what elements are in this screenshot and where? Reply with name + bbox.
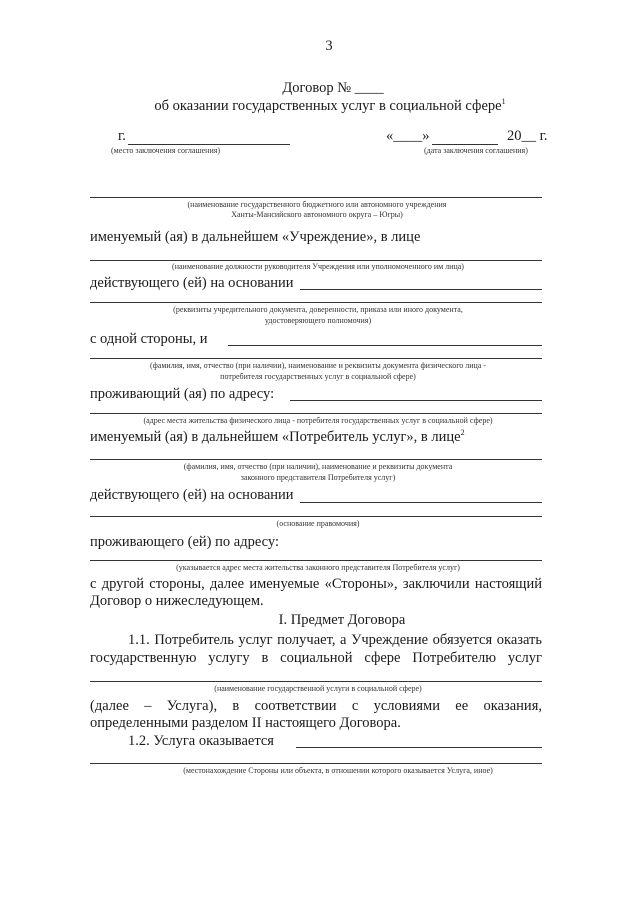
consumer-named-as <box>90 428 465 446</box>
institution-caption-2: Ханты-Мансийского автономного округа – Югры) <box>231 210 403 219</box>
representative-acting-basis: действующего (ей) на основании <box>90 487 294 503</box>
institution-caption-1: (наименование государственного бюджетного или автономного учреждения <box>187 200 447 209</box>
representative-caption-2: законного представителя Потребителя услуг) <box>240 473 396 482</box>
institution-field-line <box>90 197 542 198</box>
clause-1-2: 1.2. Услуга оказывается <box>128 733 274 749</box>
service-name-line <box>90 681 542 682</box>
parties-line-2: Договор о нижеследующем. <box>90 593 264 609</box>
head-field-line <box>90 260 542 261</box>
representative-basis-line-1 <box>300 502 542 503</box>
location-line-2 <box>90 763 542 764</box>
representative-basis-caption: (основание правомочия) <box>276 519 360 528</box>
date-month-line <box>432 144 498 145</box>
consumer-address-caption: (адрес места жительства физического лица - потребителя государственных услуг в социальной сфере) <box>143 416 493 425</box>
clause-1-1-line-3: (далее – Услуга), в соответствии с условиями ее оказания, <box>90 698 542 714</box>
page-number: 3 <box>325 38 333 54</box>
parties-line-1: с другой стороны, далее именуемые «Стороны», заключили настоящий <box>90 576 542 592</box>
consumer-named-as-text: именуемый (ая) в дальнейшем «Потребитель услуг», в лице <box>90 428 461 445</box>
date-caption: (дата заключения соглашения) <box>424 146 528 155</box>
basis-field-line <box>300 289 542 290</box>
footnote-marker: 1 <box>501 97 506 106</box>
consumer-address-line-2 <box>90 413 542 414</box>
contract-subtitle <box>154 97 505 115</box>
consumer-address-line-1 <box>290 400 542 401</box>
consumer-caption-2: потребителя государственных услуг в социальной сфере) <box>220 372 416 381</box>
section-heading: I. Предмет Договора <box>278 612 406 628</box>
location-caption: (местонахождение Стороны или объекта, в отношении которого оказывается Услуга, иное) <box>183 766 493 775</box>
clause-1-1-line-2: государственную услугу в социальной сфере Потребителю услуг <box>90 650 542 666</box>
representative-name-line <box>90 459 542 460</box>
consumer-caption-1: (фамилия, имя, отчество (при наличии), наименование и реквизиты документа физического лица - <box>149 361 487 370</box>
representative-residing: проживающего (ей) по адресу: <box>90 534 279 550</box>
place-prefix: г. <box>118 128 126 144</box>
one-side-text: с одной стороны, и <box>90 331 208 347</box>
consumer-residing: проживающий (ая) по адресу: <box>90 386 275 402</box>
head-caption: (наименование должности руководителя Учреждения или уполномоченного им лица) <box>172 262 464 271</box>
clause-1-1-line-4: определенными разделом II настоящего Договора. <box>90 715 401 731</box>
contract-title: Договор № ____ <box>282 80 384 96</box>
representative-basis-line-2 <box>90 516 542 517</box>
place-field-line <box>128 144 290 145</box>
institution-acting-basis: действующего (ей) на основании <box>90 275 294 291</box>
representative-address-line <box>90 560 542 561</box>
consumer-name-line-2 <box>90 358 542 359</box>
representative-address-caption: (указывается адрес места жительства законного представителя Потребителя услуг) <box>176 563 460 572</box>
docs-field-line <box>90 302 542 303</box>
place-caption: (место заключения соглашения) <box>111 146 221 155</box>
clause-1-1-line-1: 1.1. Потребитель услуг получает, а Учреждение обязуется оказать <box>128 632 542 648</box>
footnote-marker-2: 2 <box>460 428 465 437</box>
service-caption: (наименование государственной услуги в социальной сфере) <box>214 684 422 693</box>
representative-caption-1: (фамилия, имя, отчество (при наличии), наименование и реквизиты документа <box>183 462 453 471</box>
subtitle-text: об оказании государственных услуг в социальной сфере <box>154 97 502 114</box>
date-day: «____» <box>386 128 430 144</box>
docs-caption-2: удостоверяющего полномочия) <box>264 316 372 325</box>
location-line-1 <box>296 747 542 748</box>
consumer-name-line-1 <box>228 345 542 346</box>
docs-caption-1: (реквизиты учредительного документа, доверенности, приказа или иного документа, <box>173 305 463 314</box>
date-year: 20__ г. <box>507 128 548 144</box>
institution-named-as: именуемый (ая) в дальнейшем «Учреждение», в лице <box>90 229 421 245</box>
